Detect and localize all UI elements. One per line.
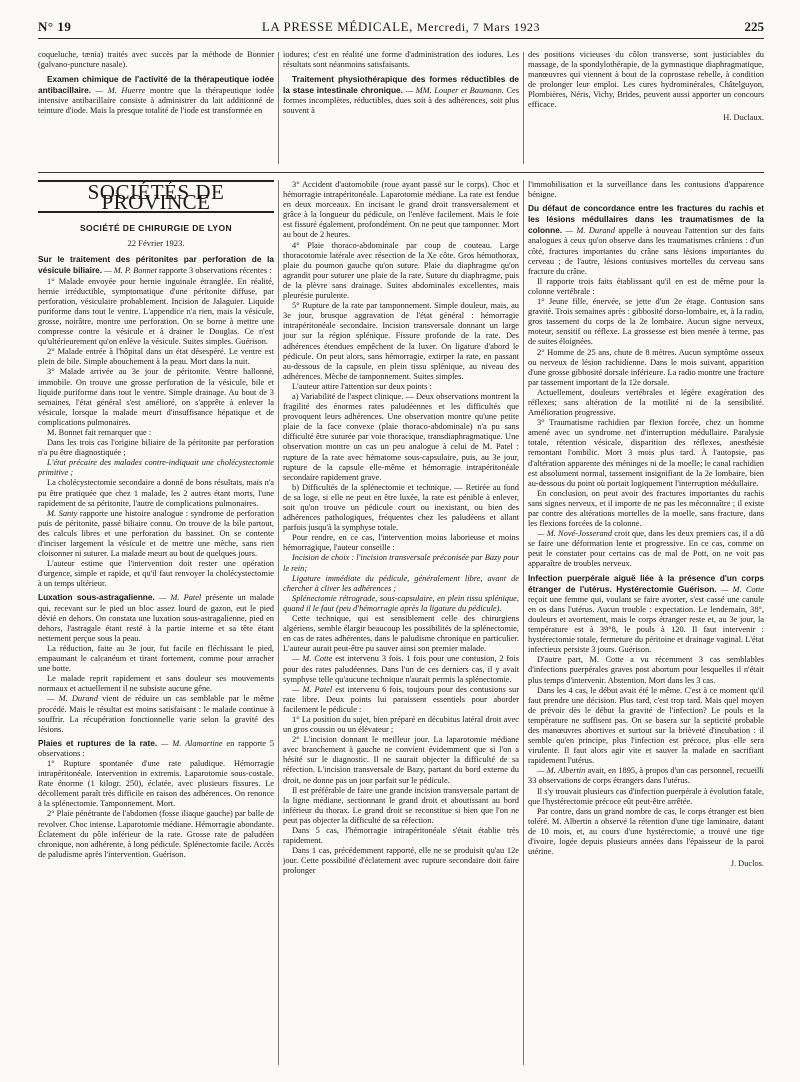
column-divider: [523, 180, 524, 1065]
paragraph: [38, 254, 274, 276]
text: reçoit une femme qui, voulant se faire avorter, s'est cassé une canule en os dans l'utérus. Aucun trouble : expectation. Le lendemain, 38°, douleurs et avortement, mais le corps étranger reste et, au 3e jour, la température est à 39°8, le pouls à 120. Il faut intervenir : hystérectomie totale, fermeture du péritoine et drainage vaginal. L'état infectieux persiste 3 jours. Guérison.: [528, 594, 764, 655]
paragraph: [283, 74, 519, 116]
section-title: SOCIÉTÉS DE PROVINCE: [87, 180, 225, 215]
author: — M. Huerre: [95, 86, 146, 96]
paragraph: D'autre part, M. Cotte a vu récemment 3 cas semblables d'infections puerpérales graves post abortum pour lesquelles il n'était plus temps d'intervenir. Abstention. Mort dans les 3 cas.: [528, 655, 764, 685]
paragraph: Pour rendre, en ce cas, l'intervention moins laborieuse et moins hémorragique, l'auteur conseille :: [283, 533, 519, 553]
paragraph: 3° Malade arrivée au 3e jour de péritonite. Ventre ballonné, immobile. On trouve une grosse perforation de la vésicule, bile et liquide puriforme dans tout le ventre. Simple drainage. Au bout de 3 semaines, l'état général s'est amélioré, on s'apprête à enlever la vésicule, lorsque la malade meurt d'insuffisance hépatique et de complications pulmonaires.: [38, 367, 274, 427]
journal-title: [38, 19, 764, 35]
author: M. Santy: [47, 508, 78, 518]
text: est intervenu 6 fois, toujours pour des contusions sur rate libre. Deux points lui paraissent essentiels pour aborder facilement le pédicule :: [283, 684, 519, 714]
paragraph: 2° Plaie pénétrante de l'abdomen (fosse iliaque gauche) par balle de revolver. Choc intense. Laparotomie médiane. Hémorragie abondante. Éclatement du pôle inférieur de la rate. Grosse rate de paludéen chronique, non adhérente, à long pédicule. Splénectomie facile. Accès de paludisme après l'intervention. Guérison.: [38, 809, 274, 859]
top-column-3: [528, 50, 764, 168]
signature: H. Duclaux.: [723, 112, 764, 122]
paragraph: 5° Rupture de la rate par tamponnement. Simple douleur, mais, au 3e jour, brusque aggravation de l'état général : hémorragie intrapéritonéale secondaire. Incision transversale donnant un large jour sur la région splénique. Fissure profonde de la rate. Des adhérences étendues empêchent de la luxer. On ligature d'abord le pédicule. On peut alors, sans hémorragie, extirper la rate, en passant au-dessous de la capsule, en plein tissu splénique, au niveau des adhérences. Mèche de tamponnement. Suites simples.: [283, 301, 519, 381]
main-column-3: [528, 180, 764, 1068]
author: — M. Alamartine: [160, 738, 223, 748]
article-heading: Du défaut de concordance entre les fractures du rachis et les lésions médullaires dans les traumatismes de la colonne.: [528, 203, 764, 236]
paragraph: M. Bonnet fait remarquer que :: [47, 427, 152, 437]
paragraph: [38, 738, 274, 759]
text: est intervenu 3 fois. 1 fois pour une contusion, 2 fois pour des rates paludéennes. Dans l'un de ces derniers cas, il y avait symphyse telle qu'aucune technique n'aurait permis la splénectomie.: [283, 654, 519, 684]
text: montre que la thérapeutique iodée intensive antibacillaire consiste à administrer du lait additionné de teinture d'iode. Mais la presque totalité de l'iode est transformée en: [38, 86, 274, 116]
signature: J. Duclos.: [730, 859, 764, 869]
journal-name: LA PRESSE MÉDICALE,: [261, 19, 414, 34]
paragraph: [38, 694, 274, 734]
paragraph: [283, 654, 519, 684]
page-number: 225: [744, 19, 764, 34]
paragraph: des positions vicieuses du côlon transverse, sont justiciables du massage, de la spondylothérapie, de la gymnastique diaphragmatique, manœuvres qui viennent à bout de la coprostase rebelle, à condition de prolonger leur emploi. Les cures hydrominérales, Châtelguyon, Plombières, Néris, Vichy, Brides, peuvent aussi apporter un concours efficace.: [528, 50, 764, 110]
main-column-1: [38, 180, 274, 1068]
main-column-2: [283, 180, 519, 1068]
author: — M. Cotte: [292, 654, 333, 664]
column-divider: [523, 52, 524, 164]
article-heading: Plaies et ruptures de la rate.: [38, 737, 158, 748]
column-divider: [278, 52, 279, 164]
text: rapporte 3 observations récentes :: [158, 266, 272, 276]
top-column-1: [38, 50, 274, 168]
paragraph: 2° L'incision donnant le meilleur jour. La laparotomie médiane avec branchement à gauche ne convient évidemment que si l'on a hésité sur le diagnostic. Il ne saurait objecter la difficulté de sa réfection. L'incision transversale de Bazy, partant du bord externe du droit, ne donne pas un jour parfait sur le pédicule.: [283, 735, 519, 785]
session-date: 22 Février 1923.: [127, 238, 185, 249]
paragraph: 1° La position du sujet, bien préparé en décubitus latéral droit avec un gros coussin ou un élévateur ;: [283, 714, 519, 735]
paragraph: [528, 203, 764, 277]
column-divider: [278, 180, 279, 1065]
author: — MM. Louper et Baumann.: [405, 86, 504, 96]
paragraph: [528, 766, 764, 786]
paragraph: Il rapporte trois faits établissant qu'il en est de même pour la colonne vertébrale :: [528, 276, 764, 296]
author: — M. P. Bonnet: [104, 266, 157, 276]
paragraph: L'état précaire des malades contre-indiquait une cholécystectomie primitive ;: [38, 458, 274, 478]
paragraph: 1° Rupture spontanée d'une rate paludique. Hémorragie intrapéritonéale. Intervention in extremis. Laparotomie sous-costale. Rate énorme (1 kilogr. 250), éclatée, avec plusieurs fissures. Le décollement paraît très difficile en raison des adhérences. On renonce à la splénectomie. Tamponnement. Mort.: [38, 758, 274, 809]
paragraph: Ligature immédiate du pédicule, généralement libre, avant de chercher à cliver les adhérences ;: [283, 573, 519, 593]
paragraph: [528, 573, 764, 656]
paragraph: a) Variabilité de l'aspect clinique. — Deux observations montrent la fragilité des énormes rates paludéennes et les difficultés que provoquent leurs adhérences. Une observation montre qu'une petite plaie de la face convexe (plaie thoraco-abdominale) n'a pu sans difficulté être suturée par voie thoracique, transdiaphragmatique. Une observation montre un cas un peu analogue à celui de M. Patel : rupture de la rate avec hématome sous-capsulaire, puis, au 3e jour, rupture de la capsule elle-même et hémorragie intrapéritonéale secondaire rapidement grave.: [283, 391, 519, 482]
paragraph: 4° Plaie thoraco-abdominale par coup de couteau. Large thoracotomie latérale avec résection de la Xe côte. Gros hémothorax, plaie du poumon gauche qu'on suture. Plaie du diaphragme qu'on agrandit pour suturer une plaie de la rate. Suture du diaphragme, puis de la plèvre sans drainage. Suites abdominales excellentes, mais pleurésie purulente.: [283, 240, 519, 301]
text: présente un malade qui, recevant sur le pied un bloc assez lourd de gazon, eut le pied dévié en dehors. On constata une luxation sous-astragalienne, pied en dehors, l'astragale étant resté à la partie interne et sa tête étant nettement perçue sous la peau.: [38, 593, 274, 643]
section-rule: [38, 172, 764, 173]
main-section: [38, 180, 764, 1070]
paragraph: l'immobilisation et la surveillance dans les contusions d'apparence bénigne.: [528, 180, 764, 200]
paragraph: [528, 529, 764, 569]
article-heading: Traitement physiothérapique des formes réductibles de la stase intestinale chronique.: [283, 74, 519, 96]
text: rapporte une histoire analogue : syndrome de perforation puis de péritonite, passé biliaire connu. On trouve de la bile partout, des calculs libres et une perforation du bassinet. On se contente d'inciser largement la vésicule et de mettre une mèche, sans rien cloisonner ni suturer. La malade meurt au bout de quelques jours.: [38, 508, 274, 559]
paragraph: coqueluche, tænia) traités avec succès par la méthode de Bonnier (galvano-puncture nasale).: [38, 50, 274, 70]
author: — M. Durand: [565, 226, 615, 236]
text: vient de réduire un cas semblable par le même procédé. Mais le résultat est moins satisfaisant : le malade continue à souffrir. La récupération fonctionnelle varie selon la gravité des lésions.: [38, 694, 274, 734]
paragraph: Dans 1 cas, précédemment rapporté, elle ne se produisit qu'au 12e jour. Cette possibilité d'éclatement avec rupture secondaire doit faire prolonger: [283, 846, 519, 876]
section-heading-box: [38, 180, 274, 213]
paragraph: [38, 509, 274, 559]
paragraph: L'auteur estime que l'intervention doit rester une opération d'urgence, simple et rapide, et qu'il faut renvoyer la cholécystectomie à un temps ultérieur.: [38, 559, 274, 589]
paragraph: Actuellement, douleurs vertébrales et légère exagération des réflexes; sans altération de la motilité ni de la sensibilité. Amélioration progressive.: [528, 387, 764, 418]
top-column-2: [283, 50, 519, 168]
running-header: [38, 19, 764, 39]
article-heading: Luxation sous-astragalienne.: [38, 592, 155, 603]
paragraph: 2° Homme de 25 ans, chute de 8 mètres. Aucun symptôme osseux ou nerveux de lésion rachidienne. Dans le mois suivant, apparition d'une grosse gibbosité dorsale inférieure. La radio montre une fracture par tassement important de la 12e dorsale.: [528, 347, 764, 387]
author: — M. Patel: [292, 684, 333, 694]
paragraph: Splénectomie rétrograde, sous-capsulaire, en plein tissu splénique, quand il le faut (peu d'hémorragie après la ligature du pédicule).: [283, 593, 519, 613]
text: appelle à nouveau l'attention sur des faits analogues à ceux qu'on observe dans les traumatismes crâniens : d'un côté, fractures importantes du crâne sans lésions importantes du cerveau ; de l'autre, lésions contusives mortelles du cerveau sans fracture du crâne.: [528, 226, 764, 276]
article-heading: Examen chimique de l'activité de la thérapeutique iodée antibacillaire.: [38, 74, 274, 96]
text: en rapporte 5 observations :: [38, 738, 274, 758]
paragraph: En conclusion, on peut avoir des fractures importantes du rachis sans signes nerveux, et il importe de ne pas les méconnaître ; il existe par contre des altérations mortelles de la moelle, sans fracture, dans les flexions forcées de la colonne.: [528, 488, 764, 529]
paragraph: [38, 74, 274, 116]
paragraph: 2° Malade entrée à l'hôpital dans un état désespéré. Le ventre est plein de bile. Simple abouchement à la peau. Mort dans la nuit.: [38, 347, 274, 367]
paragraph: b) Difficultés de la splénectomie et technique. — Retirée au fond de sa loge, si elle ne peut en être luxée, la rate est pénible à enlever, soit qu'on trouve un pédicule court ou inexistant, ou bien des adhérences pathologiques, fréquentes chez les paludéens et allant parfois jusqu'à la symphyse totale.: [283, 482, 519, 533]
author: — M. Nové-Josserand: [537, 529, 613, 539]
paragraph: [283, 685, 519, 715]
paragraph: Il s'y trouvait plusieurs cas d'infection puerpérale à évolution fatale, que l'hystérectomie précoce eût peut-être arrêtée.: [528, 786, 764, 806]
top-strip: [38, 50, 764, 169]
paragraph: Dans 5 cas, l'hémorragie intrapéritonéale s'était établie très rapidement.: [283, 826, 519, 846]
paragraph: L'auteur attire l'attention sur deux points :: [292, 381, 432, 391]
issue-date: Mercredi, 7 Mars 1923: [416, 20, 541, 34]
author: — M. Cotte: [720, 584, 764, 594]
paragraph: 1° Jeune fille, énervée, se jette d'un 2e étage. Contusion sans gravité. Trois semaines après : gibbosité dorso-lombaire, et, à la radio, gros tassement du corps de la 2e lombaire. Aucun signe nerveux, moteur, sensitif ou réflexe. La grossesse est bien menée à terme, pas de suites éloignées.: [528, 297, 764, 347]
paragraph: Le malade reprit rapidement et sans douleur ses mouvements normaux et actuellement il ne subsiste aucune gêne.: [38, 674, 274, 694]
paragraph: Dans les 4 cas, le début avait été le même. C'est à ce moment qu'il faut prendre une décision. Plus tard, c'est trop tard. Mais quel moyen de prévoir dès le début la gravité de l'infection? Le pouls et la température ne suffisent pas. On se basera sur la septicité probable des manœuvres abortives et surtout sur la brièveté d'incubation : il semble qu'en principe, plus l'infection est précoce, plus elle sera virulente. Il faut alors agir vite et sauver la malade en sacrifiant rapidement l'utérus.: [528, 685, 764, 766]
society-name: SOCIÉTÉ DE CHIRURGIE DE LYON: [79, 223, 233, 234]
paragraph: Dans les trois cas l'origine biliaire de la péritonite par perforation n'a pu être diagnostiquée ;: [38, 438, 274, 458]
paragraph: 3° Accident d'automobile (roue ayant passé sur le corps). Choc et hémorragie intrapéritonéale. Laparotomie médiane. La rate est fendue en deux morceaux. En incisant le grand droit transversalement et grâce à la longueur du pédicule, on l'enlève facilement. Mais le foie est fissuré également, profondément. On ne peut que tamponner. Mort au bout de 2 heures.: [283, 180, 519, 240]
paragraph: 3° Traumatisme rachidien par flexion forcée, chez un homme amené avec un syndrome net d'interruption médullaire. Paralysie totale, rétention vésicale, disparition des réflexes, anesthésie remontant l'ombilic. Mort 3 mois plus tard. À l'autopsie, pas d'altération apparente des méninges ni de la moelle; le canal rachidien est absolument normal, tassement insignifiant de la 2e lombaire, bien au-dessous du point où portait logiquement l'interruption médullaire.: [528, 418, 764, 488]
paragraph: Incision de choix : l'incision transversale préconisée par Bazy pour le rein;: [283, 553, 519, 573]
paragraph: Cette technique, qui est sensiblement celle des chirurgiens algériens, semble élargir beaucoup les possibilités de la splénectomie, en cas de rates adhérentes, dans le paludisme chronique en particulier. L'auteur aurait peut-être pu sauver ainsi son premier malade.: [283, 614, 519, 654]
issue-number: N° 19: [38, 19, 72, 34]
paragraph: [38, 592, 274, 643]
paragraph: La réduction, faite au 3e jour, fut facile en fléchissant le pied, empaumant le calcanéum et tirant fortement, comme pour arracher une botte.: [38, 643, 274, 674]
text: Ces formes incomplètes, réductibles, dues soit à des adhérences, soit plus souvent à: [283, 86, 519, 116]
author: — M. Durand: [47, 694, 98, 704]
article-heading: Infection puerpérale aiguë liée à la présence d'un corps étranger de l'utérus. Hystérectomie Guérison.: [528, 572, 764, 594]
paragraph: Il est préférable de faire une grande incision transversale partant de la ligne médiane, sectionnant le grand droit et aboutissant au bord inférieur du thorax. Le grand droit se reconstitue si bien que l'on ne peut pas objecter la difficulté de sa réfection.: [283, 785, 519, 825]
paragraph: 1° Malade envoyée pour hernie inguinale étranglée. En réalité, hernie irréductible, symptomatique d'une péritonite diffuse, par perforation, vésiculaire probablement. Incision de Jalaguier. Liquide puriforme dans tout le ventre. L'appendice n'a rien, mais la vésicule, grosse, noirâtre, montre une perforation. On se borne à mettre une compresse contre la vésicule et à drainer le Douglas. Ce n'est qu'ultérieurement qu'on enlève la vésicule. Suites simples. Guérison.: [38, 276, 274, 347]
paragraph: Par contre, dans un grand nombre de cas, le corps étranger est bien toléré. M. Albertin a observé la rétention d'une tige laminaire, datant de 10 mois, et, au cours d'une hystérectomie, a trouvé une tige d'ivoire, logée depuis plusieurs années dans l'épaisseur de la paroi utérine.: [528, 806, 764, 857]
author: — M. Albertin: [537, 766, 586, 776]
text: avait, en 1895, à propos d'un cas personnel, recueilli 33 observations de corps étrangers dans l'utérus.: [528, 766, 764, 786]
author: — M. Patel: [158, 593, 202, 603]
text: croit que, dans les deux premiers cas, il a dû se faire une déformation lente et progressive. En ce cas, comme on peut le constater pour certains cas de mal de Pott, on ne voit pas apparaître de troubles nerveux.: [528, 529, 764, 569]
paragraph: La cholécystectomie secondaire a donné de bons résultats, mais n'a pu être pratiquée que chez 1 malade, les 2 autres étant morts, l'une rapidement de sa péritonite, l'autre de complications pulmonaires.: [38, 478, 274, 508]
article-heading: Sur le traitement des péritonites par perforation de la vésicule biliaire.: [38, 254, 274, 276]
paragraph: iodures; c'est en réalité une forme d'administration des iodures. Les résultats sont néanmoins satisfaisants.: [283, 50, 519, 70]
